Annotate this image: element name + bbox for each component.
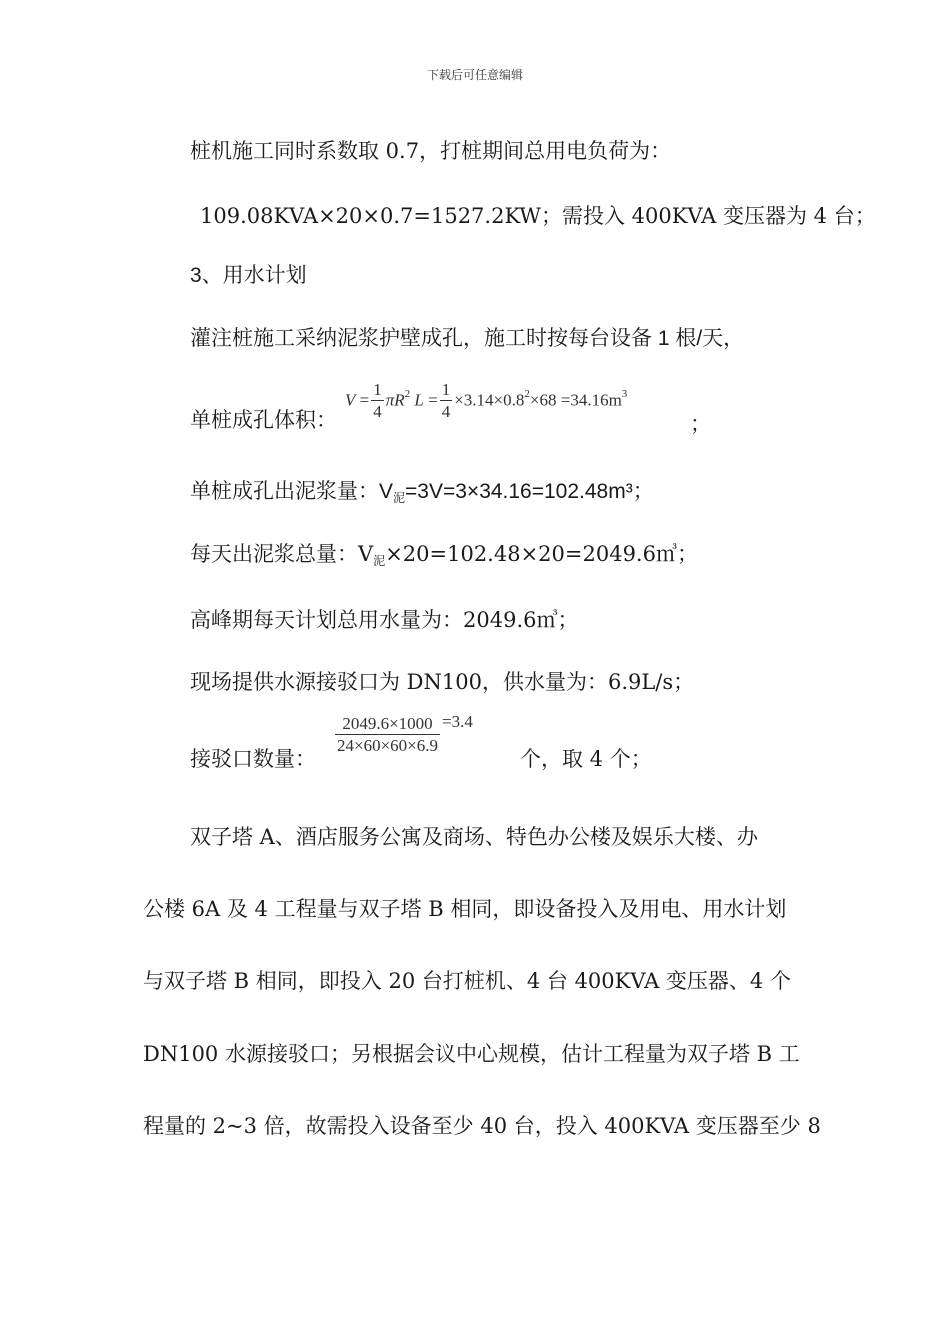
formula2-numerator: 2049.6×1000 (335, 714, 440, 735)
line-7-subscript: 泥 (373, 554, 386, 568)
line-7-pre: 每天出泥浆总量：V (190, 542, 374, 566)
connector-count-end: 个，取 4 个； (520, 747, 652, 771)
paragraph-line-5: 程量的 2~3 倍，故需投入设备至少 40 台，投入 400KVA 变压器至少 8 (143, 1114, 821, 1138)
pile-volume-label: 单桩成孔体积： (190, 409, 337, 432)
formula-rest: ×3.14×0.8 (454, 390, 525, 410)
connector-count-label: 接驳口数量： (190, 747, 316, 771)
formula-eq1: = (359, 390, 370, 410)
fraction-1-denominator: 4 (373, 402, 382, 421)
fraction-2-numerator: 1 (441, 380, 451, 399)
pile-volume-end: ； (690, 412, 711, 436)
paragraph-line-4: DN100 水源接驳口；另根据会议中心规模，估计工程量为双子塔 B 工 (143, 1042, 800, 1066)
line-7-post: ×20=102.48×20=2049.6㎥； (385, 542, 698, 566)
line-6-post: =3V=3×34.16=102.48m³； (405, 480, 654, 503)
formula2-fraction (335, 714, 440, 757)
paragraph-line-2: 公楼 6A 及 4 工程量与双子塔 B 相同，即设备投入及用电、用水计划 (143, 897, 787, 921)
text-line-7 (190, 540, 698, 571)
connector-count-formula (333, 714, 473, 757)
formula-eq2: = (428, 390, 438, 410)
formula-fraction-2 (440, 380, 453, 423)
fraction-1-numerator: 1 (373, 380, 382, 399)
text-line-2: 109.08KVA×20×0.7=1527.2KW；需投入 400KVA 变压器为 4 台； (200, 204, 876, 228)
text-line-9: 现场提供水源接驳口为 DN100，供水量为：6.9L/s； (190, 670, 695, 694)
fraction-2-denominator: 4 (441, 402, 451, 421)
text-line-1: 桩机施工同时系数取 0.7，打桩期间总用电负荷为： (190, 139, 672, 163)
text-line-4: 灌注桩施工采纳泥浆护壁成孔，施工时按每台设备 1 根/天， (190, 327, 745, 350)
paragraph-line-1: 双子塔 A、酒店服务公寓及商场、特色办公楼及娱乐大楼、办 (190, 825, 758, 849)
page-header: 下载后可任意编辑 (426, 68, 523, 82)
formula-pi-r: πR (385, 390, 405, 410)
pile-volume-formula (345, 380, 627, 423)
formula-exponent-3: 3 (621, 388, 628, 401)
formula-tail: ×68 =34.16m (529, 390, 622, 410)
line-6-subscript: 泥 (393, 491, 406, 505)
formula-l: L (414, 390, 424, 410)
line-6-pre: 单桩成孔出泥浆量：V (190, 480, 394, 503)
formula2-denominator: 24×60×60×6.9 (337, 736, 439, 755)
text-line-6 (190, 478, 654, 508)
formula-r-exponent: 2 (404, 388, 411, 401)
formula-exponent-2: 2 (524, 388, 530, 401)
formula2-result: =3.4 (442, 712, 473, 732)
formula-v: V (345, 390, 356, 410)
formula-fraction-1 (371, 380, 384, 423)
paragraph-line-3: 与双子塔 B 相同，即投入 20 台打桩机、4 台 400KVA 变压器、4 个 (143, 969, 791, 993)
section-heading: 3、用水计划 (190, 264, 307, 287)
text-line-8: 高峰期每天计划总用水量为：2049.6㎥； (190, 608, 579, 632)
